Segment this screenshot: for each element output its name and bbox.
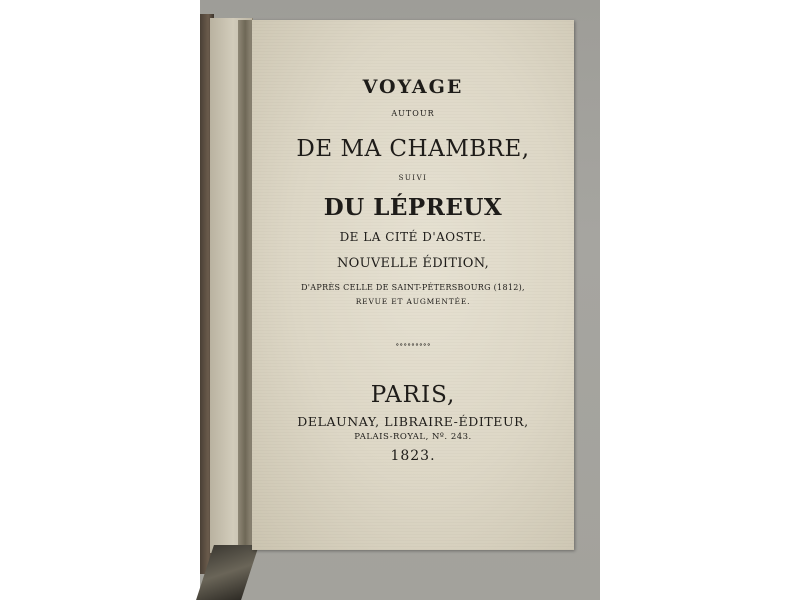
book-title: VOYAGE bbox=[362, 76, 464, 98]
title-de-la-cite: DE LA CITÉ D'AOSTE. bbox=[339, 230, 487, 244]
title-du-lepreux: DU LÉPREUX bbox=[323, 194, 503, 221]
edition-line: NOUVELLE ÉDITION, bbox=[336, 256, 490, 271]
title-page bbox=[252, 20, 574, 550]
title-de-ma-chambre: DE MA CHAMBRE, bbox=[296, 136, 530, 162]
title-autour: AUTOUR bbox=[391, 109, 435, 118]
imprint-city: PARIS, bbox=[370, 382, 456, 408]
edition-source-line: D'APRÈS CELLE DE SAINT-PÉTERSBOURG (1812), bbox=[301, 283, 525, 292]
imprint-publisher: DELAUNAY, LIBRAIRE-ÉDITEUR, bbox=[297, 414, 529, 429]
imprint-address: PALAIS-ROYAL, Nº. 243. bbox=[354, 432, 472, 442]
title-suivi: SUIVI bbox=[398, 174, 428, 182]
ornament-rule: ∘∘∘∘∘∘∘∘∘ bbox=[395, 340, 431, 349]
imprint-year: 1823. bbox=[390, 448, 436, 464]
edition-revision-line: REVUE ET AUGMENTÉE. bbox=[355, 297, 471, 306]
